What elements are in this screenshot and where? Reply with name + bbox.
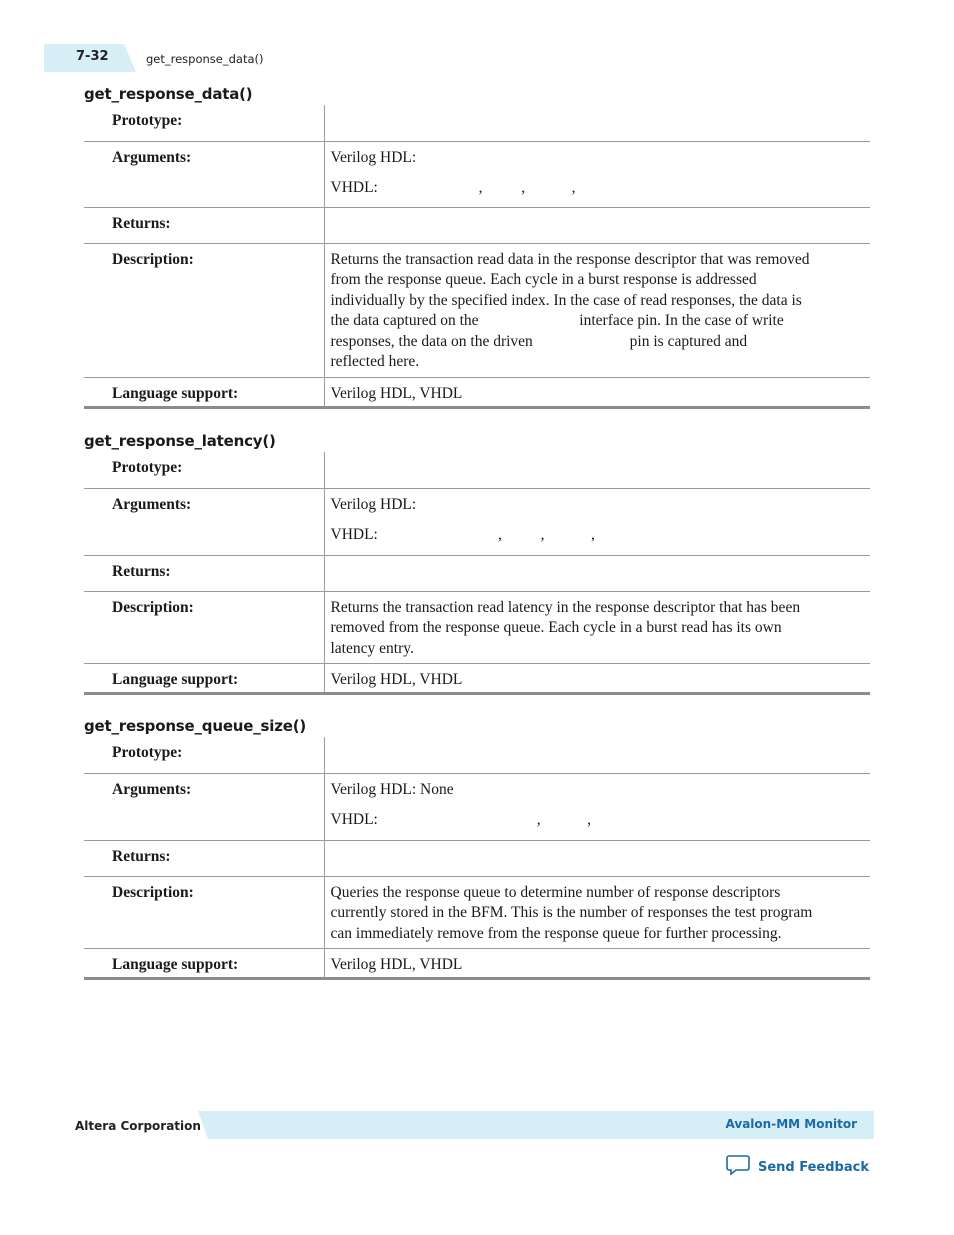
api-table (84, 737, 870, 980)
table-row (84, 555, 870, 591)
row-value (324, 555, 870, 591)
row-label: Arguments: (84, 773, 324, 840)
row-value (324, 737, 870, 773)
send-feedback-link[interactable] (726, 1154, 869, 1181)
section-title: get_response_queue_size() (84, 717, 307, 735)
table-row (84, 377, 870, 407)
section-get-response-queue-size (84, 715, 870, 980)
row-label: Language support: (84, 377, 324, 407)
vhdl-arguments: VHDL: , , , (330, 526, 595, 544)
table-row (84, 737, 870, 773)
row-label: Returns: (84, 555, 324, 591)
table-row (84, 876, 870, 948)
vhdl-arguments: VHDL: , , (330, 811, 591, 829)
table-row (84, 452, 870, 488)
page-number: 7-32 (76, 49, 109, 64)
api-table (84, 105, 870, 409)
table-row (84, 591, 870, 663)
table-row (84, 663, 870, 693)
row-value (324, 452, 870, 488)
table-row (84, 488, 870, 555)
row-label: Prototype: (84, 737, 324, 773)
row-label: Returns: (84, 840, 324, 876)
table-row (84, 773, 870, 840)
api-table (84, 452, 870, 695)
row-label: Language support: (84, 948, 324, 978)
row-label: Prototype: (84, 452, 324, 488)
row-value (324, 488, 870, 555)
row-value (324, 141, 870, 207)
section-title: get_response_latency() (84, 432, 276, 450)
send-feedback-label: Send Feedback (758, 1160, 869, 1175)
document-title-link[interactable]: Avalon-MM Monitor (725, 1117, 857, 1131)
running-title: get_response_data() (146, 52, 264, 66)
section-get-response-latency (84, 430, 870, 695)
description-text: Returns the transaction read latency in the response descriptor that has been removed from the response queue. Each cycle in a burst read has its own latency entry. (330, 598, 801, 657)
table-row (84, 840, 870, 876)
row-label: Returns: (84, 207, 324, 243)
company-name: Altera Corporation (75, 1119, 201, 1133)
verilog-arguments: Verilog HDL: (330, 148, 417, 166)
row-value (324, 840, 870, 876)
table-row (84, 105, 870, 141)
verilog-arguments: Verilog HDL: (330, 495, 417, 513)
row-value: Verilog HDL, VHDL (330, 384, 463, 402)
row-label: Language support: (84, 663, 324, 693)
row-label: Arguments: (84, 488, 324, 555)
row-label: Description: (84, 591, 324, 663)
speech-bubble-icon (726, 1154, 750, 1181)
table-row (84, 207, 870, 243)
section-title: get_response_data() (84, 85, 253, 103)
row-label: Description: (84, 243, 324, 377)
row-label: Description: (84, 876, 324, 948)
description-text: Queries the response queue to determine number of response descriptors currently stored in the BFM. This is the number of responses the test program can immediately remove from the response queue for further processing. (330, 883, 813, 942)
table-row (84, 243, 870, 377)
row-value (324, 207, 870, 243)
section-get-response-data (84, 83, 870, 409)
table-row (84, 948, 870, 978)
row-label: Prototype: (84, 105, 324, 141)
row-value (324, 773, 870, 840)
table-row (84, 141, 870, 207)
row-value: Verilog HDL, VHDL (330, 955, 463, 973)
verilog-arguments: Verilog HDL: None (330, 780, 454, 798)
row-value: Verilog HDL, VHDL (330, 670, 463, 688)
row-label: Arguments: (84, 141, 324, 207)
vhdl-arguments: VHDL: , , , (330, 179, 576, 197)
description-text: Returns the transaction read data in the response descriptor that was removed from the response queue. Each cycle in a burst response is addressed individually by the specified index. In the case of read responses, the data is the data captured on the interface pin. In the case of write responses, the data on the driven pin is captured and reflected here. (330, 250, 810, 371)
row-value (324, 105, 870, 141)
